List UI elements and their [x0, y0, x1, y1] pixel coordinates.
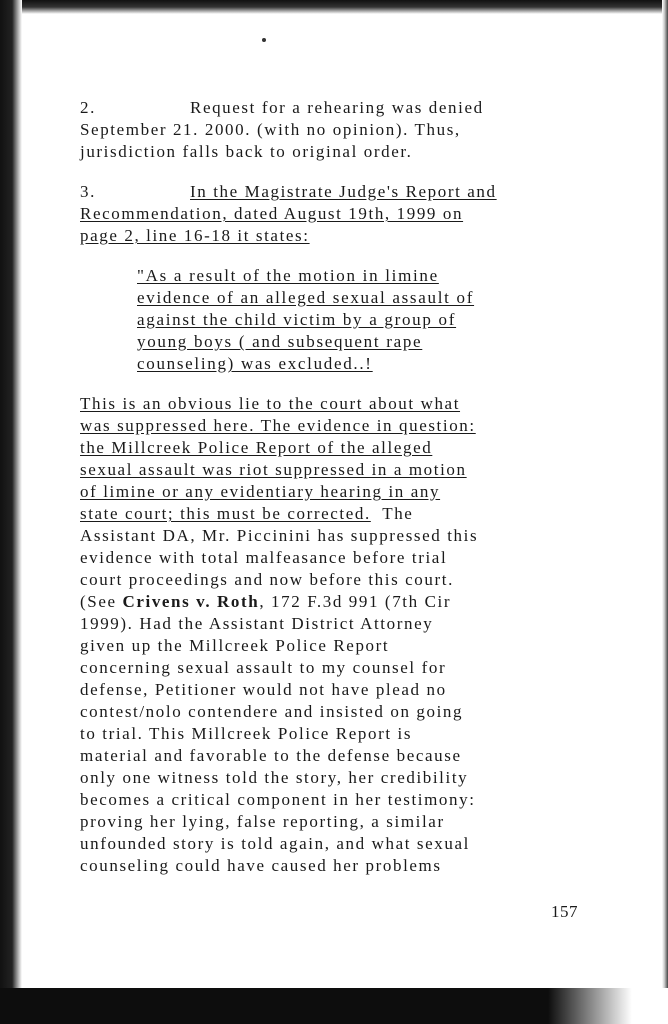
body-line-3: the Millcreek Police Report of the alleged	[80, 438, 433, 457]
body-line-15: contest/nolo contendere and insisted on going	[80, 702, 464, 721]
para2-number: 2.	[80, 98, 96, 117]
body-line-16: to trial. This Millcreek Police Report is	[80, 724, 413, 743]
body-line-1: This is an obvious lie to the court about what	[80, 394, 461, 413]
quote-line-5: counseling) was excluded..!	[137, 354, 373, 373]
para2-line-1: 2. Request for a rehearing was denied	[80, 98, 484, 117]
quote-line-3: against the child victim by a group of	[137, 310, 457, 329]
body-line-2: was suppressed here. The evidence in question:	[80, 416, 476, 435]
scan-edge-top	[0, 0, 668, 14]
scan-edge-left	[0, 0, 22, 1024]
scan-bottom-bar	[0, 988, 668, 1024]
case-citation: Crivens v. Roth	[122, 592, 260, 611]
para2-line-3: jurisdiction falls back to original order.	[80, 142, 413, 161]
body-line-8: evidence with total malfeasance before trial	[80, 548, 448, 567]
body-line-22: counseling could have caused her problems	[80, 856, 442, 875]
body-line-7: Assistant DA, Mr. Piccinini has suppressed this	[80, 526, 479, 545]
body-line-9: court proceedings and now before this court.	[80, 570, 454, 589]
body-line-4: sexual assault was riot suppressed in a motion	[80, 460, 467, 479]
body-line-5: of limine or any evidentiary hearing in any	[80, 482, 441, 501]
quote-line-2: evidence of an alleged sexual assault of	[137, 288, 475, 307]
body-line-6: state court; this must be corrected. The	[80, 504, 414, 523]
body-line-11: 1999). Had the Assistant District Attorney	[80, 614, 434, 633]
para3-line-2: Recommendation, dated August 19th, 1999 on	[80, 204, 464, 223]
para2-line-2: September 21. 2000. (with no opinion). Thus,	[80, 120, 461, 139]
body-line-18: only one witness told the story, her credibility	[80, 768, 469, 787]
para3-line-3: page 2, line 16-18 it states:	[80, 226, 310, 245]
body-line-17: material and favorable to the defense because	[80, 746, 462, 765]
para3-line-1: 3. In the Magistrate Judge's Report and	[80, 182, 497, 201]
body-line-14: defense, Petitioner would not have plead no	[80, 680, 447, 699]
quote-line-4: young boys ( and subsequent rape	[137, 332, 423, 351]
body-line-21: unfounded story is told again, and what sexual	[80, 834, 470, 853]
scan-edge-right	[662, 0, 668, 1024]
body-line-citation: (See Crivens v. Roth, 172 F.3d 991 (7th Cir	[80, 592, 452, 611]
body-line-19: becomes a critical component in her testimony:	[80, 790, 476, 809]
body-line-20: proving her lying, false reporting, a similar	[80, 812, 445, 831]
para3-number: 3.	[80, 182, 96, 201]
page-number: 157	[551, 902, 578, 921]
body-line-12: given up the Millcreek Police Report	[80, 636, 390, 655]
body-line-13: concerning sexual assault to my counsel for	[80, 658, 447, 677]
quote-line-1: "As a result of the motion in limine	[137, 266, 439, 285]
scan-speck	[262, 38, 266, 42]
